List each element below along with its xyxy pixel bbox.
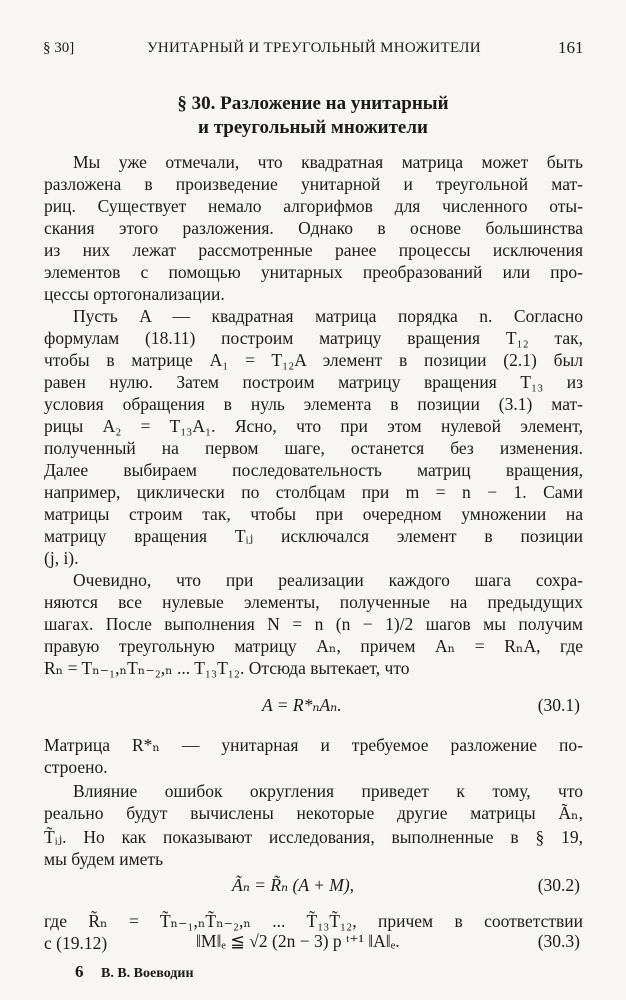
text-line: реально будут вычислены некоторые другие матрицы Ãₙ, xyxy=(44,803,583,823)
text-line: формулам (18.11) построим матрицу вращения T₁₂ так, xyxy=(44,328,583,348)
text-line: скания этого разложения. Однако в основе большинства xyxy=(44,218,583,238)
equation-number-30-2: (30.2) xyxy=(537,875,580,895)
equation-number-30-3: (30.3) xyxy=(537,931,580,951)
signature-number: 6 xyxy=(75,962,84,981)
text-line: Далее выбираем последовательность матриц вращения, xyxy=(44,460,583,480)
section-title xyxy=(40,92,586,140)
running-title: УНИТАРНЫЙ И ТРЕУГОЛЬНЫЙ МНОЖИТЕЛИ xyxy=(147,40,481,56)
text-line: риц. Существует немало алгорифмов для численного оты- xyxy=(44,196,583,216)
text-line: например, циклически по столбцам при m = n − 1. Сами xyxy=(44,482,583,502)
equation-30-2: Ãₙ = R̃ₙ (A + M), xyxy=(232,875,355,895)
text-line: няются все нулевые элементы, полученные на предыдущих xyxy=(44,592,583,612)
text-line: элементов с помощью унитарных преобразований или про- xyxy=(44,262,583,282)
text-line: цессы ортогонализации. xyxy=(44,284,225,304)
section-title-line-1: § 30. Разложение на унитарный xyxy=(177,93,449,114)
text-line: где R̃ₙ = T̃ₙ₋₁,ₙT̃ₙ₋₂,ₙ ... T̃₁₃T̃₁₂, причем в соответствии xyxy=(44,911,583,931)
equation-30-1: A = R*ₙAₙ. xyxy=(262,695,342,715)
text-line: шагах. После выполнения N = n (n − 1)/2 шагов мы получим xyxy=(44,614,583,634)
text-line: полученный на первом шаге, останется без изменения. xyxy=(44,438,583,458)
page-number: 161 xyxy=(558,38,584,57)
text-line: условия обращения в нуль элемента в позиции (3.1) мат- xyxy=(44,394,583,414)
equation-30-3: ‖M‖ₑ ≦ √2 (2n − 3) p ᵗ⁺¹ ‖A‖ₑ. xyxy=(196,931,400,951)
section-title-line-2: и треугольный множители xyxy=(198,117,428,138)
equation-number-30-1: (30.1) xyxy=(537,695,580,715)
text-line: правую треугольную матрицу Aₙ, причем Aₙ = RₙA, где xyxy=(44,636,583,656)
text-line: строено. xyxy=(44,757,108,777)
text-line: Матрица R*ₙ — унитарная и требуемое разложение по- xyxy=(44,735,583,755)
text-line: T̃ᵢⱼ. Но как показывают исследования, выполненные в § 19, xyxy=(44,827,583,847)
footer-signature xyxy=(75,962,194,982)
text-line: Пусть A — квадратная матрица порядка n. Согласно xyxy=(73,306,583,326)
text-line: чтобы в матрице A₁ = T₁₂A элемент в позиции (2.1) был xyxy=(44,350,583,370)
text-line: Очевидно, что при реализации каждого шага сохра- xyxy=(73,570,583,590)
text-line: матрицу вращения Tᵢⱼ исключался элемент в позиции xyxy=(44,526,583,546)
text-line: мы будем иметь xyxy=(44,849,164,869)
text-line: равен нулю. Затем построим матрицу вращения T₁₃ из xyxy=(44,372,583,392)
text-line: Влияние ошибок округления приведет к тому, что xyxy=(73,781,583,801)
text-line: (j, i). xyxy=(44,548,79,568)
author-name: В. В. Воеводин xyxy=(101,966,194,981)
text-line: разложена в произведение унитарной и треугольной мат- xyxy=(44,174,583,194)
text-line: Rₙ = Tₙ₋₁,ₙTₙ₋₂,ₙ ... T₁₃T₁₂. Отсюда вытекает, что xyxy=(44,658,410,678)
text-line: матрицы строим так, чтобы при очередном умножении на xyxy=(44,504,583,524)
text-line: с (19.12) xyxy=(44,933,108,953)
text-line: рицы A₂ = T₁₃A₁. Ясно, что при этом нулевой элемент, xyxy=(44,416,583,436)
text-line: из них лежат рассмотренные ранее процессы исключения xyxy=(44,240,583,260)
text-line: Мы уже отмечали, что квадратная матрица может быть xyxy=(73,152,583,172)
header-section-ref: § 30] xyxy=(43,40,75,56)
